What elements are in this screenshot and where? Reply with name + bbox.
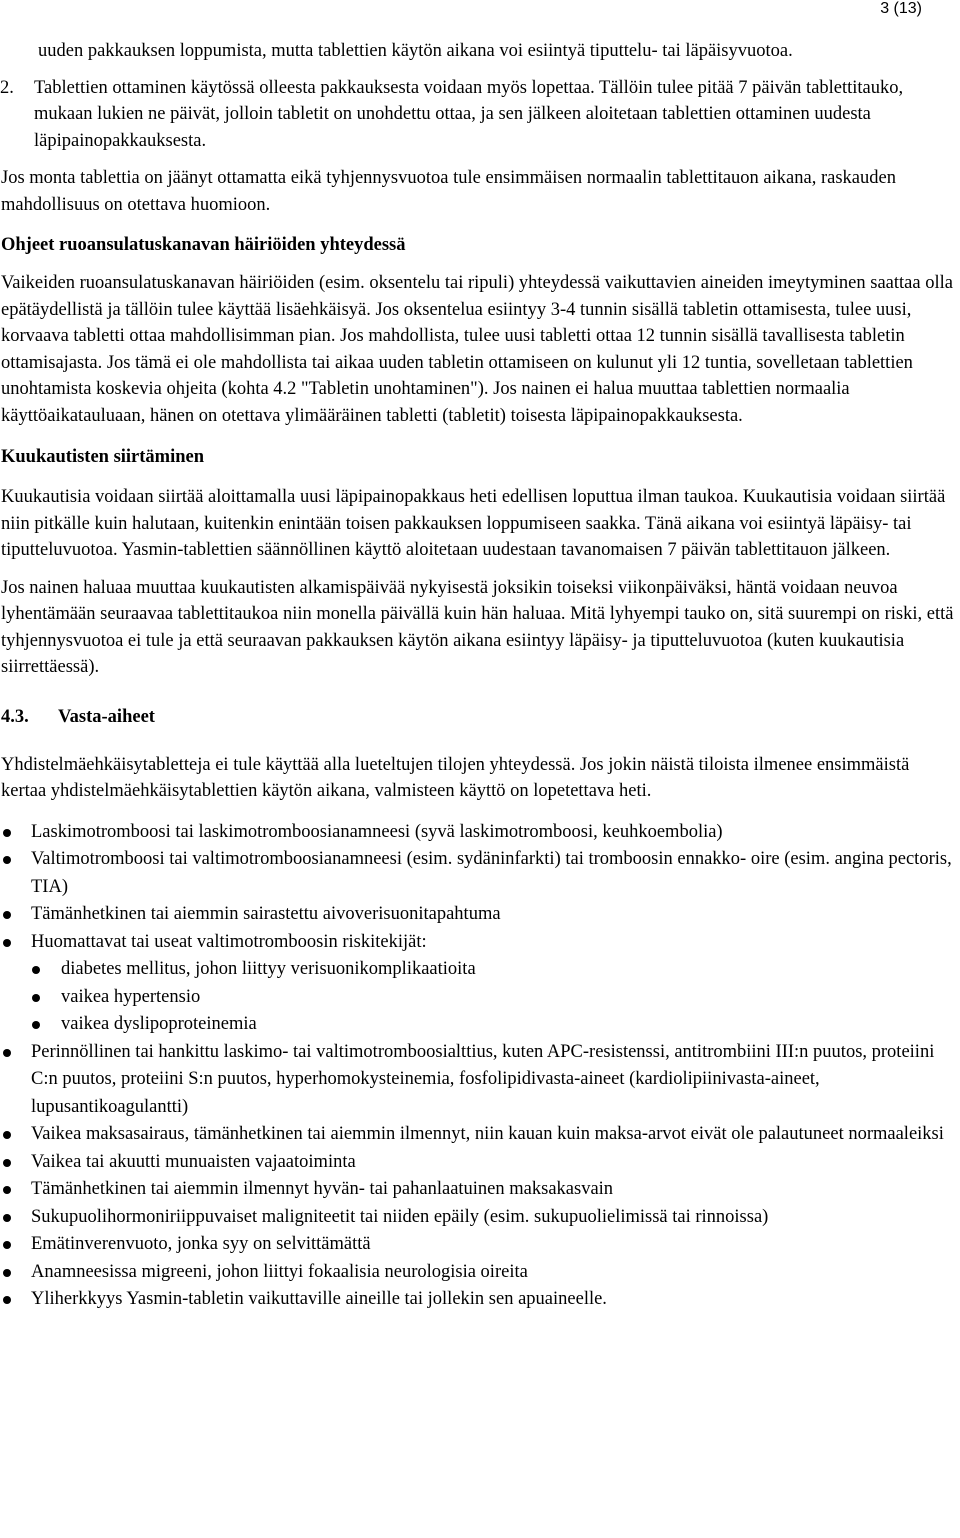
section-number: 4.3. — [1, 706, 29, 727]
period-shift-paragraph-2: Jos nainen haluaa muuttaa kuukautisten alkamispäivää nykyisestä joksikin toiseksi viikonpäiväksi, häntä voidaan neuvoa lyhentämään seuraavaa tablettitaukoa niin monella päivällä kuin hän haluaa. Mitä lyhyempi tauko on, sitä suurempi on riski, että tyhjennysvuotoa ei tule ja että seuraavan pakkauksen käytön aikana esiintyy läpäisy- ja tiputteluvuotoa (kuten kuukautisia siirrettäessä). — [1, 577, 954, 677]
list-item: Tämänhetkinen tai aiemmin sairastettu aivoverisuonitapahtuma — [0, 901, 960, 929]
bullet-icon — [32, 1021, 40, 1029]
contraindications-intro: Yhdistelmäehkäisytabletteja ei tule käyttää alla lueteltujen tilojen yhteydessä. Jos jokin näistä tiloista ilmenee ensimmäistä kertaa yhdistelmäehkäisytablettien käytön aikana, valmisteen käyttö on lopetettava heti. — [1, 754, 910, 801]
list-item: Emätinverenvuoto, jonka syy on selvittämättä — [0, 1231, 960, 1259]
bullet-icon — [32, 994, 40, 1002]
bullet-icon — [3, 939, 11, 947]
bullet-icon — [3, 1186, 11, 1194]
period-shift-heading: Kuukautisten siirtäminen — [1, 447, 205, 467]
list-item: Anamneesissa migreeni, johon liittyi fokaalisia neurologisia oireita — [0, 1259, 960, 1287]
page-number: 3 (13) — [880, 0, 922, 17]
list-item: Valtimotromboosi tai valtimotromboosianamneesi (esim. sydäninfarkti) tai tromboosin ennakko- oire (esim. angina pectoris, TIA) — [0, 846, 960, 901]
bullet-icon — [3, 829, 11, 837]
sublist-item: diabetes mellitus, johon liittyy verisuonikomplikaatioita — [0, 956, 960, 984]
item-number: 2. — [0, 77, 14, 98]
bullet-icon — [3, 1241, 11, 1249]
list-item: Huomattavat tai useat valtimotromboosin riskitekijät: diabetes mellitus, johon liittyy verisuonikomplikaatioita vaikea hypertensio vaikea dyslipoproteinemia — [0, 929, 960, 1039]
list-item: Yliherkkyys Yasmin-tabletin vaikuttaville aineille tai jollekin sen apuaineelle. — [0, 1286, 960, 1314]
sublist-item: vaikea hypertensio — [0, 984, 960, 1012]
numbered-item-2 — [0, 75, 960, 155]
missed-tablets-note: Jos monta tablettia on jäänyt ottamatta eikä tyhjennysvuotoa tule ensimmäisen normaalin tablettitauon aikana, raskauden mahdollisuus on otettava huomioon. — [1, 168, 896, 215]
bullet-icon — [3, 1269, 11, 1277]
risk-factor-sublist — [0, 956, 960, 1039]
bullet-icon — [32, 966, 40, 974]
bullet-icon — [3, 1131, 11, 1139]
bullet-icon — [3, 1159, 11, 1167]
gi-disorders-heading: Ohjeet ruoansulatuskanavan häiriöiden yhteydessä — [1, 235, 406, 255]
bullet-icon — [3, 911, 11, 919]
bullet-icon — [3, 1296, 11, 1304]
period-shift-paragraph-1: Kuukautisia voidaan siirtää aloittamalla uusi läpipainopakkaus heti edellisen loputtua ilman taukoa. Kuukautisia voidaan siirtää niin pitkälle kuin halutaan, kuitenkin enintään toisen pakkauksen loppumiseen saakka. Tänä aikana voi esiintyä läpäisy- tai tiputteluvuotoa. Yasmin-tablettien säännöllinen käyttö aloitetaan uudestaan tavanomaisen 7 päivän tablettitauon jälkeen. — [1, 487, 946, 560]
list-item: Vaikea tai akuutti munuaisten vajaatoiminta — [0, 1149, 960, 1177]
continuation-paragraph: uuden pakkauksen loppumista, mutta tablettien käytön aikana voi esiintyä tiputtelu- tai läpäisyvuotoa. — [38, 41, 793, 61]
gi-disorders-paragraph: Vaikeiden ruoansulatuskanavan häiriöiden (esim. oksentelu tai ripuli) yhteydessä vaikuttavien aineiden imeytyminen saattaa olla epätäydellistä ja tällöin tulee käyttää lisäehkäisyä. Jos oksentelua esiintyy 3-4 tunnin sisällä tabletin ottamisesta, tulee uusi, korvaava tabletti ottaa mahdollisimman pian. Jos mahdollista, tulee uusi tabletti ottaa 12 tunnin sisällä tavallisesta tabletin ottamisajasta. Jos tämä ei ole mahdollista tai aikaa uuden tabletin ottamiseen on kulunut yli 12 tuntia, sovelletaan tablettien unohtamista koskevia ohjeita (kohta 4.2 "Tabletin unohtaminen"). Jos nainen ei halua muuttaa tablettien normaalia käyttöaikatauluaan, hänen on otettava ylimääräinen tabletti (tabletit) toisesta läpipainopakkauksesta. — [1, 273, 953, 426]
list-item: Vaikea maksasairaus, tämänhetkinen tai aiemmin ilmennyt, niin kauan kuin maksa-arvot eivät ole palautuneet normaaleiksi — [0, 1121, 960, 1149]
list-item: Laskimotromboosi tai laskimotromboosianamneesi (syvä laskimotromboosi, keuhkoembolia) — [0, 819, 960, 847]
bullet-icon — [3, 1214, 11, 1222]
section-title: Vasta-aiheet — [58, 706, 155, 727]
list-item: Sukupuolihormoniriippuvaiset maligniteetit tai niiden epäily (esim. sukupuolielimissä tai rinnoissa) — [0, 1204, 960, 1232]
item-text: Tablettien ottaminen käytössä olleesta pakkauksesta voidaan myös lopettaa. Tällöin tulee pitää 7 päivän tablettitauko, mukaan lukien ne päivät, jolloin tabletit on unohdettu ottaa, ja sen jälkeen aloitetaan tablettien ottaminen uudesta läpipainopakkauksesta. — [34, 77, 904, 151]
bullet-icon — [3, 856, 11, 864]
document-body — [0, 38, 960, 1314]
list-item: Tämänhetkinen tai aiemmin ilmennyt hyvän- tai pahanlaatuinen maksakasvain — [0, 1176, 960, 1204]
contraindications-list — [0, 819, 960, 1314]
sublist-item: vaikea dyslipoproteinemia — [0, 1011, 960, 1039]
bullet-icon — [3, 1049, 11, 1057]
contraindications-heading — [0, 704, 960, 730]
list-item: Perinnöllinen tai hankittu laskimo- tai valtimotromboosialttius, kuten APC-resistenssi, antitrombiini III:n puutos, proteiini C:n puutos, proteiini S:n puutos, hyperhomokysteinemia, fosfolipidivasta-aineet (kardiolipiinivasta-aineet, lupusantikoagulantti) — [0, 1039, 960, 1122]
